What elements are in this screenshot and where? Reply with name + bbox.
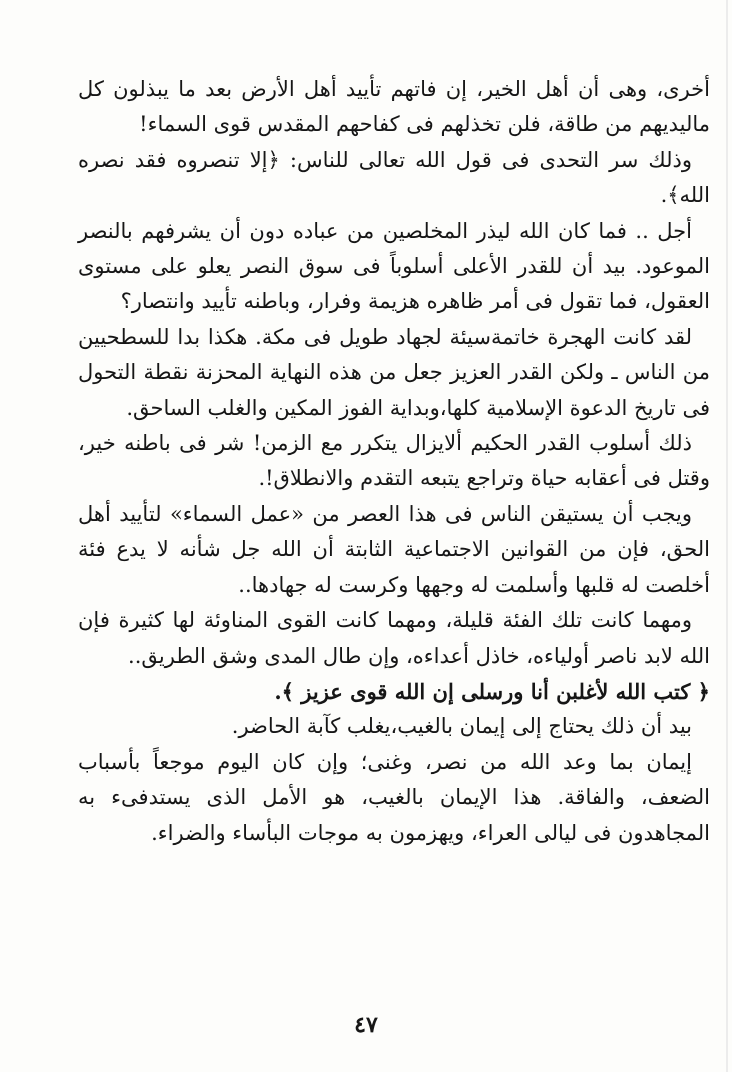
- paragraph-4: لقد كانت الهجرة خاتمةسيئة لجهاد طويل فى مكة. هكذا بدا للسطحيين من الناس ـ ولكن القدر العزيز جعل من هذه النهاية المحزنة نقطة التحول فى تاريخ الدعوة الإسلامية كلها،وبداية الفوز المكين والغلب الساحق.: [78, 324, 710, 420]
- quran-verse: ﴿ كتب الله لأغلبن أنا ورسلى إن الله قوى عزيز ﴾.: [274, 678, 710, 704]
- paragraph-5: ذلك أسلوب القدر الحكيم ألايزال يتكرر مع الزمن! شر فى باطنه خير، وقتل فى أعقابه حياة وتراجع يتبعه التقدم والانطلاق!.: [78, 431, 710, 491]
- paragraph-2: وذلك سر التحدى فى قول الله تعالى للناس: ﴿إلا تنصروه فقد نصره الله﴾.: [78, 147, 710, 208]
- paragraph-6: ويجب أن يستيقن الناس فى هذا العصر من «عمل السماء» لتأييد أهل الحق، فإن من القوانين الاجتماعية الثابتة أن الله جل شأنه لا يدع فئة أخلصت له قلبها وأسلمت له وجهها وكرست له جهادها..: [78, 501, 710, 597]
- scan-edge-line: [726, 0, 728, 1072]
- paragraph-3: أجل .. فما كان الله ليذر المخلصين من عباده دون أن يشرفهم بالنصر الموعود. بيد أن للقدر الأعلى أسلوباً فى سوق النصر يعلو على مستوى العقول، فما تقول فى أمر ظاهره هزيمة وفرار، وباطنه تأييد وانتصار؟: [78, 218, 710, 314]
- paragraph-9: بيد أن ذلك يحتاج إلى إيمان بالغيب،يغلب كآبة الحاضر.: [231, 714, 692, 739]
- body-text: [78, 72, 710, 851]
- paragraph-7: ومهما كانت تلك الفئة قليلة، ومهما كانت القوى المناوئة لها كثيرة فإن الله لابد ناصر أولياءه، خاذل أعداءه، وإن طال المدى وشق الطريق..: [78, 608, 710, 668]
- paragraph-10: إيمان بما وعد الله من نصر، وغنى؛ وإن كان اليوم موجعاً بأسباب الضعف، والفاقة. هذا الإيمان بالغيب، هو الأمل الذى يستدفىء به المجاهدون فى ليالى العراء، ويهزمون به موجات البأساء والضراء.: [78, 749, 710, 845]
- page-number: ٤٧: [354, 1012, 378, 1038]
- paragraph-1: أخرى، وهى أن أهل الخير، إن فاتهم تأييد أهل الأرض بعد ما يبذلون كل ماليديهم من طاقة، فلن تخذلهم فى كفاحهم المقدس قوى السماء!: [78, 77, 710, 137]
